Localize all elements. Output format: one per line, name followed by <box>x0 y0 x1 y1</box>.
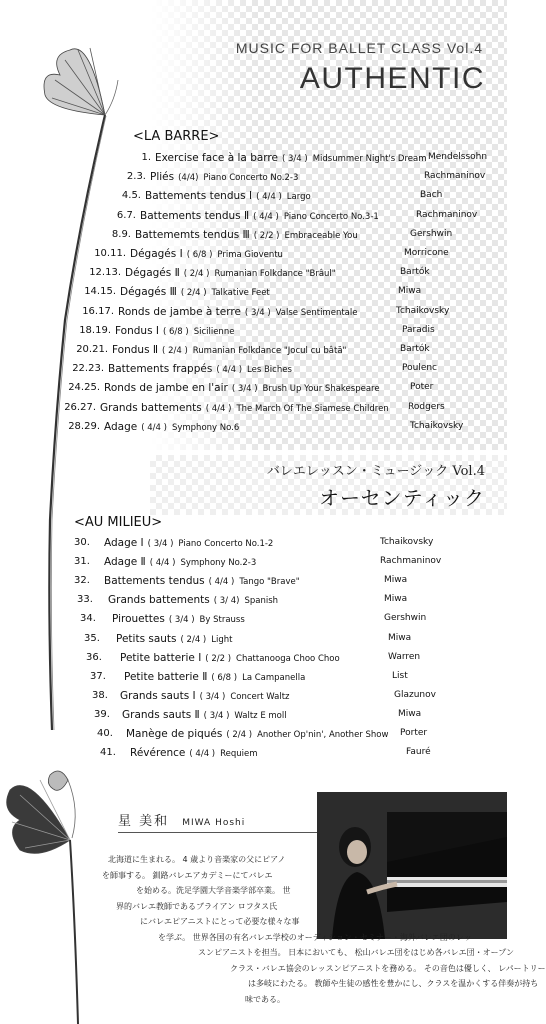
track-number: 6.7. <box>116 209 136 221</box>
movement-name: Battememts tendus Ⅲ <box>135 228 250 241</box>
track-number: 41. <box>100 747 116 759</box>
song-title: Waltz E moll <box>234 710 287 721</box>
song-title: Requiem <box>220 749 258 760</box>
composer-name: Bach <box>420 190 443 201</box>
composer-name: Tchaikovsky <box>380 537 434 547</box>
song-title: Piano Concerto No.2-3 <box>203 173 299 184</box>
movement-name: Battements tendus <box>104 575 205 588</box>
song-title: Concert Waltz <box>230 691 290 702</box>
composer-name: Miwa <box>384 575 408 586</box>
track-title <box>155 152 426 164</box>
movement-name: Petite batterie Ⅱ <box>124 670 208 683</box>
song-title: Prima Gioventu <box>217 250 283 260</box>
track-number: 2.3. <box>126 171 146 183</box>
movement-name: Manège de piqués <box>126 728 223 740</box>
song-title: Chattanooga Choo Choo <box>236 653 340 664</box>
track-title <box>112 613 245 625</box>
track-row <box>0 690 507 709</box>
bio-line: 味である。 <box>245 994 285 1004</box>
track-row <box>0 402 507 421</box>
time-signature: ( 3/4 ) <box>203 710 230 721</box>
composer-name: Miwa <box>398 286 422 297</box>
time-signature: ( 4/4 ) <box>216 365 243 376</box>
song-title: Piano Concerto No.1-2 <box>178 539 274 549</box>
composer-name: Poulenc <box>402 363 438 374</box>
song-title: Symphony No.6 <box>171 422 240 433</box>
movement-name: Fondus Ⅱ <box>112 344 159 356</box>
movement-name: Grands sauts Ⅱ <box>122 708 200 721</box>
composer-name: Rachmaninov <box>380 556 442 567</box>
japanese-subtitle: バレエレッスン・ミュージック Vol.4 <box>266 464 485 479</box>
movement-name: Battements frappés <box>108 363 213 376</box>
track-title <box>115 325 234 337</box>
track-row <box>0 171 507 190</box>
bio-line: スンピアニストを担当。 日本においても、 松山バレエ団をはじめ各バレエ団・オープン <box>198 948 514 957</box>
track-row <box>0 594 507 613</box>
time-signature: ( 2/4 ) <box>162 346 188 356</box>
track-row <box>0 709 507 728</box>
song-title: La Campanella <box>242 672 306 683</box>
movement-name: Adage Ⅱ <box>104 556 146 569</box>
section-label-milieu: <AU MILIEU> <box>74 515 163 530</box>
japanese-title: オーセンティック <box>319 486 485 510</box>
track-number: 26.27. <box>64 401 96 413</box>
movement-name: Battements tendus Ⅰ <box>145 190 253 203</box>
time-signature: ( 3/ 4) <box>213 596 240 607</box>
track-number: 38. <box>92 689 108 701</box>
track-title <box>104 556 256 568</box>
composer-name: Rachmaninov <box>424 171 486 182</box>
time-signature: ( 2/2 ) <box>253 230 280 241</box>
track-row <box>0 190 507 209</box>
bio-line: を師事する。 釧路バレエアカデミーにてバレエ <box>102 870 273 880</box>
track-title <box>150 171 298 183</box>
movement-name: Fondus Ⅰ <box>115 324 159 337</box>
movement-name: Petits sauts <box>116 632 177 645</box>
time-signature: ( 3/4 ) <box>231 384 258 395</box>
track-number: 30. <box>74 537 90 548</box>
track-number: 24.25. <box>68 382 100 394</box>
track-title <box>118 306 357 318</box>
song-title: Rumanian Folkdance "Jocul cu bâtă" <box>192 346 347 356</box>
song-title: Light <box>211 634 233 645</box>
composer-name: Morricone <box>404 248 449 258</box>
composer-name: Warren <box>388 651 421 662</box>
song-title: Sicilienne <box>193 326 235 337</box>
composer-name: List <box>392 670 408 681</box>
composer-name: Miwa <box>384 594 408 605</box>
composer-name: Porter <box>400 728 428 738</box>
movement-name: Dégagés Ⅰ <box>130 248 183 260</box>
movement-name: Adage Ⅰ <box>104 537 144 549</box>
composer-name: Mendelssohn <box>428 152 488 162</box>
track-title <box>104 421 239 433</box>
movement-name: Battements tendus Ⅱ <box>140 209 250 222</box>
time-signature: ( 4/4 ) <box>256 192 282 203</box>
track-number: 1. <box>141 152 151 163</box>
song-title: Brush Up Your Shakespeare <box>262 384 380 395</box>
track-row <box>0 267 507 286</box>
movement-name: Petite batterie Ⅰ <box>120 651 202 664</box>
time-signature: ( 4/4 ) <box>141 422 167 433</box>
time-signature: ( 2/2 ) <box>205 653 232 664</box>
composer-name: Bartók <box>400 267 430 278</box>
time-signature: (4/4) <box>178 173 199 184</box>
track-title <box>112 344 346 356</box>
track-title <box>130 747 258 759</box>
song-title: Largo <box>286 192 311 203</box>
movement-name: Exercise face à la barre <box>155 152 278 164</box>
composer-name: Poter <box>410 382 434 393</box>
track-number: 8.9. <box>111 228 131 240</box>
movement-name: Dégagés Ⅲ <box>120 286 177 299</box>
song-title: Another Op'nin', Another Show <box>257 730 389 740</box>
track-number: 14.15. <box>84 286 116 298</box>
track-title <box>104 382 380 394</box>
song-title: Piano Concerto No.3-1 <box>283 211 379 222</box>
track-row <box>0 747 507 766</box>
track-row <box>0 728 507 747</box>
time-signature: ( 2/4 ) <box>226 730 253 740</box>
bio-line: 北海道に生まれる。 4 歳より音楽家の父にピアノ <box>108 855 286 864</box>
time-signature: ( 3/4 ) <box>168 615 195 626</box>
song-title: Midsummer Night's Dream <box>312 154 427 164</box>
song-title: Valse Sentimentale <box>275 307 358 318</box>
track-row <box>0 363 507 382</box>
song-title: By Strauss <box>199 615 245 626</box>
track-title <box>120 652 340 664</box>
time-signature: ( 2/4 ) <box>180 634 207 645</box>
track-title <box>120 690 290 702</box>
artist-name-heading <box>118 810 318 833</box>
track-number: 40. <box>97 728 113 739</box>
track-number: 28.29. <box>68 420 100 432</box>
time-signature: ( 4/4 ) <box>253 211 279 222</box>
time-signature: ( 4/4 ) <box>205 403 232 414</box>
time-signature: ( 4/4 ) <box>189 749 216 760</box>
track-row <box>0 210 507 229</box>
track-row <box>0 152 507 171</box>
track-row <box>0 613 507 632</box>
composer-name: Gershwin <box>384 613 427 624</box>
track-row <box>0 421 507 440</box>
movement-name: Grands battements <box>100 401 202 414</box>
movement-name: Ronds de jambe à terre <box>118 305 241 318</box>
track-row <box>0 652 507 671</box>
song-title: Symphony No.2-3 <box>180 558 257 569</box>
artist-name-roman: MIWA Hoshi <box>182 818 246 828</box>
composer-name: Rodgers <box>408 401 445 412</box>
track-number: 39. <box>94 708 110 720</box>
track-row <box>0 325 507 344</box>
movement-name: Pirouettes <box>112 613 165 626</box>
time-signature: ( 3/4 ) <box>244 307 271 318</box>
track-title <box>130 248 283 260</box>
composer-name: Gershwin <box>410 228 453 239</box>
song-title: Les Biches <box>247 365 292 376</box>
track-title <box>145 190 311 202</box>
song-title: Embraceable You <box>284 230 358 241</box>
song-title: Tango "Brave" <box>239 577 300 588</box>
track-number: 12.13. <box>89 267 121 279</box>
track-row <box>0 248 507 267</box>
composer-name: Paradis <box>402 324 435 335</box>
track-number: 22.23. <box>72 363 104 375</box>
movement-name: Révérence <box>130 747 186 760</box>
movement-name: Ronds de jambe en l'air <box>104 382 228 395</box>
bio-line: を学ぶ。 世界各国の有名バレエ学校のオーディション・セミナー・海外バレエ団のレッ <box>158 932 472 942</box>
bio-line: にバレエピアニストにとって必要な様々な事 <box>140 917 300 926</box>
song-title: Rumanian Folkdance "Brâul" <box>214 269 336 280</box>
song-title: Spanish <box>244 596 279 607</box>
track-number: 20.21. <box>76 344 108 355</box>
track-row <box>0 575 507 594</box>
movement-name: Pliés <box>150 171 175 184</box>
track-title <box>140 210 379 222</box>
song-title: Talkative Feet <box>211 288 270 299</box>
movement-name: Dégagés Ⅱ <box>125 267 180 280</box>
time-signature: ( 2/4 ) <box>183 269 210 280</box>
track-title <box>104 575 300 587</box>
track-row <box>0 671 507 690</box>
track-row <box>0 537 507 556</box>
artist-biography <box>80 852 546 1007</box>
time-signature: ( 4/4 ) <box>208 577 235 588</box>
track-title <box>135 229 358 241</box>
track-title <box>125 267 336 279</box>
track-number: 10.11. <box>94 248 126 259</box>
track-number: 36. <box>86 651 102 663</box>
composer-name: Glazunov <box>394 689 436 700</box>
movement-name: Adage <box>104 420 138 433</box>
track-title <box>120 286 270 298</box>
bio-line: 界的バレエ教師であるブライアン ロフタス氏 <box>116 901 278 911</box>
track-row <box>0 286 507 305</box>
composer-name: Miwa <box>398 708 422 719</box>
track-number: 16.17. <box>82 305 114 317</box>
track-title <box>108 363 292 375</box>
track-number: 31. <box>74 556 90 568</box>
time-signature: ( 4/4 ) <box>149 558 176 569</box>
time-signature: ( 3/4 ) <box>281 154 308 164</box>
track-row <box>0 344 507 363</box>
composer-name: Bartók <box>400 344 430 354</box>
bio-line: は多岐にわたる。 教師や生徒の感性を豊かにし、クラスを温かくする伴奏が持ち <box>248 979 539 988</box>
time-signature: ( 6/8 ) <box>186 250 213 260</box>
composer-name: Miwa <box>388 632 412 643</box>
track-title <box>100 402 389 414</box>
track-row <box>0 633 507 652</box>
time-signature: ( 6/8 ) <box>211 672 238 683</box>
album-series-subtitle: MUSIC FOR BALLET CLASS Vol.4 <box>235 40 483 56</box>
composer-name: Tchaikovsky <box>410 420 464 431</box>
track-title <box>124 671 305 683</box>
track-title <box>126 728 388 740</box>
time-signature: ( 3/4 ) <box>199 691 226 702</box>
track-title <box>122 709 287 721</box>
track-row <box>0 229 507 248</box>
track-title <box>108 594 278 606</box>
movement-name: Grands battements <box>108 594 210 607</box>
time-signature: ( 3/4 ) <box>147 539 174 549</box>
track-title <box>116 633 232 645</box>
track-number: 4.5. <box>121 190 141 202</box>
track-title <box>104 537 273 549</box>
album-title: AUTHENTIC <box>299 62 485 95</box>
track-number: 37. <box>90 670 106 682</box>
section-label-barre: <LA BARRE> <box>133 129 220 144</box>
track-row <box>0 306 507 325</box>
composer-name: Tchaikovsky <box>396 305 450 316</box>
bio-line: クラス・バレエ協会のレッスンピアニストを務める。 その音色は優しく、 レパートリー <box>230 963 546 973</box>
movement-name: Grands sauts Ⅰ <box>120 689 196 702</box>
track-number: 33. <box>77 594 93 606</box>
track-number: 35. <box>84 632 100 644</box>
track-number: 18.19. <box>79 324 111 336</box>
bio-line: を始める。洗足学園大学音楽学部卒業。 世 <box>136 886 291 895</box>
composer-name: Fauré <box>406 747 431 758</box>
track-number: 34. <box>80 613 96 625</box>
track-number: 32. <box>74 575 90 587</box>
track-row <box>0 556 507 575</box>
artist-name-kanji: 星 美和 <box>118 814 170 829</box>
song-title: The March Of The Siamese Children <box>236 403 389 414</box>
track-row <box>0 382 507 401</box>
time-signature: ( 6/8 ) <box>162 326 189 337</box>
composer-name: Rachmaninov <box>416 209 478 220</box>
time-signature: ( 2/4 ) <box>180 288 207 299</box>
